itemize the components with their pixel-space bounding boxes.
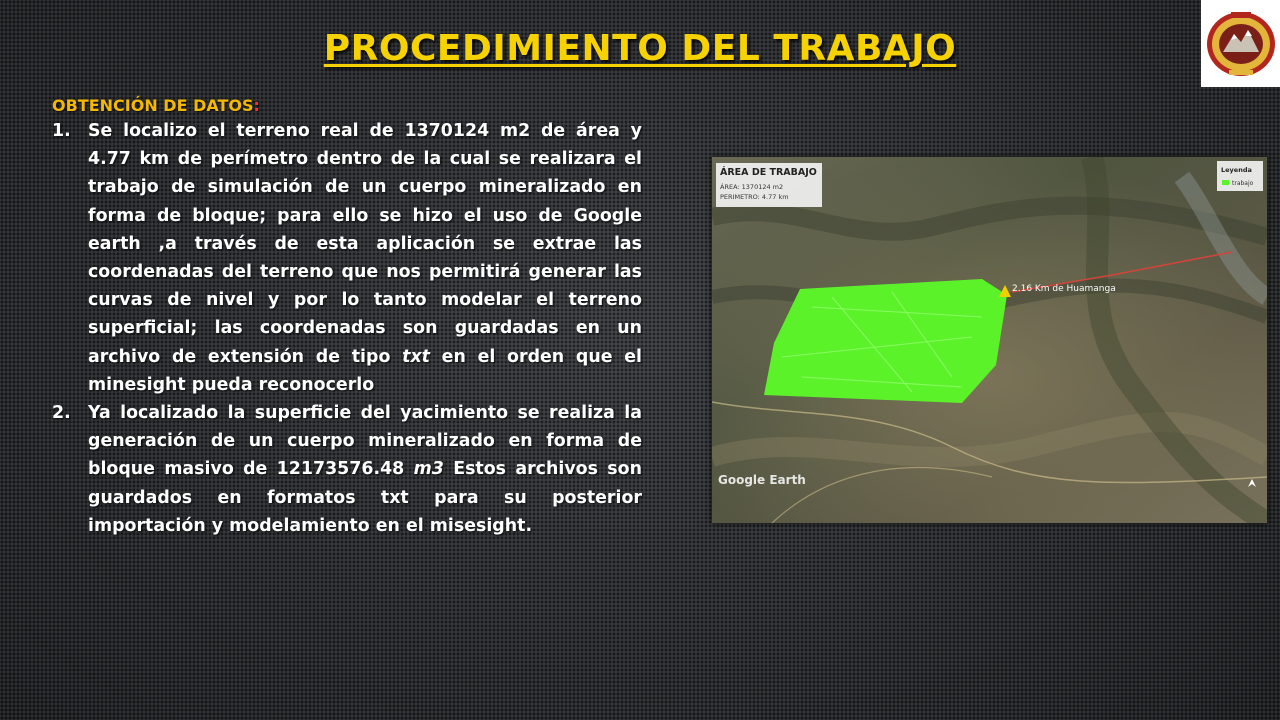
google-earth-watermark: Google Earth bbox=[718, 473, 806, 487]
section-heading-colon: : bbox=[253, 96, 260, 115]
list-item-italic: m3 bbox=[413, 459, 444, 480]
distance-label: 2.16 Km de Huamanga bbox=[1012, 284, 1116, 294]
list-item bbox=[52, 117, 642, 399]
section-heading bbox=[52, 96, 642, 115]
list-item-number: 1. bbox=[52, 121, 71, 141]
list-item-text-end: en el orden que el minesight pueda reconocerlo bbox=[88, 346, 642, 395]
data-collection-section bbox=[52, 96, 642, 540]
list-item-italic: txt bbox=[402, 346, 430, 367]
legend-title: Leyenda bbox=[1221, 166, 1252, 174]
map-perimeter-label: PERIMETRO: 4.77 km bbox=[720, 193, 789, 201]
procedure-list bbox=[52, 117, 642, 540]
legend-item-label: trabajo bbox=[1232, 180, 1254, 187]
list-item-text-end: Estos archivos son guardados en formatos txt para su posterior importación y modelamiento en el misesight. bbox=[88, 459, 642, 536]
slide-title: PROCEDIMIENTO DEL TRABAJO bbox=[323, 28, 957, 69]
map-area-label: ÁREA: 1370124 m2 bbox=[720, 183, 784, 191]
university-crest-logo bbox=[1201, 0, 1280, 87]
list-item-text: Ya localizado la superficie del yacimiento se realiza la generación de un cuerpo mineralizado en forma de bloque masivo de 12173576.48 bbox=[88, 403, 642, 480]
work-area-polygon bbox=[764, 279, 1007, 403]
satellite-map-image bbox=[712, 157, 1267, 523]
list-item-text: Se localizo el terreno real de 1370124 m2 de área y 4.77 km de perímetro dentro de la cual se realizara el trabajo de simulación de un cuerpo mineralizado en forma de bloque; para ello se hizo el uso de Google earth ,a través de esta aplicación se extrae las coordenadas del terreno que nos permitirá generar las curvas de nivel y por lo tanto modelar el terreno superficial; las coordenadas son guardadas en un archivo de extensión de tipo bbox=[88, 121, 642, 367]
list-item bbox=[52, 399, 642, 540]
legend-swatch bbox=[1222, 180, 1229, 185]
section-heading-text: OBTENCIÓN DE DATOS bbox=[52, 96, 254, 115]
list-item-number: 2. bbox=[52, 403, 71, 424]
map-box-title: ÁREA DE TRABAJO bbox=[720, 167, 817, 178]
